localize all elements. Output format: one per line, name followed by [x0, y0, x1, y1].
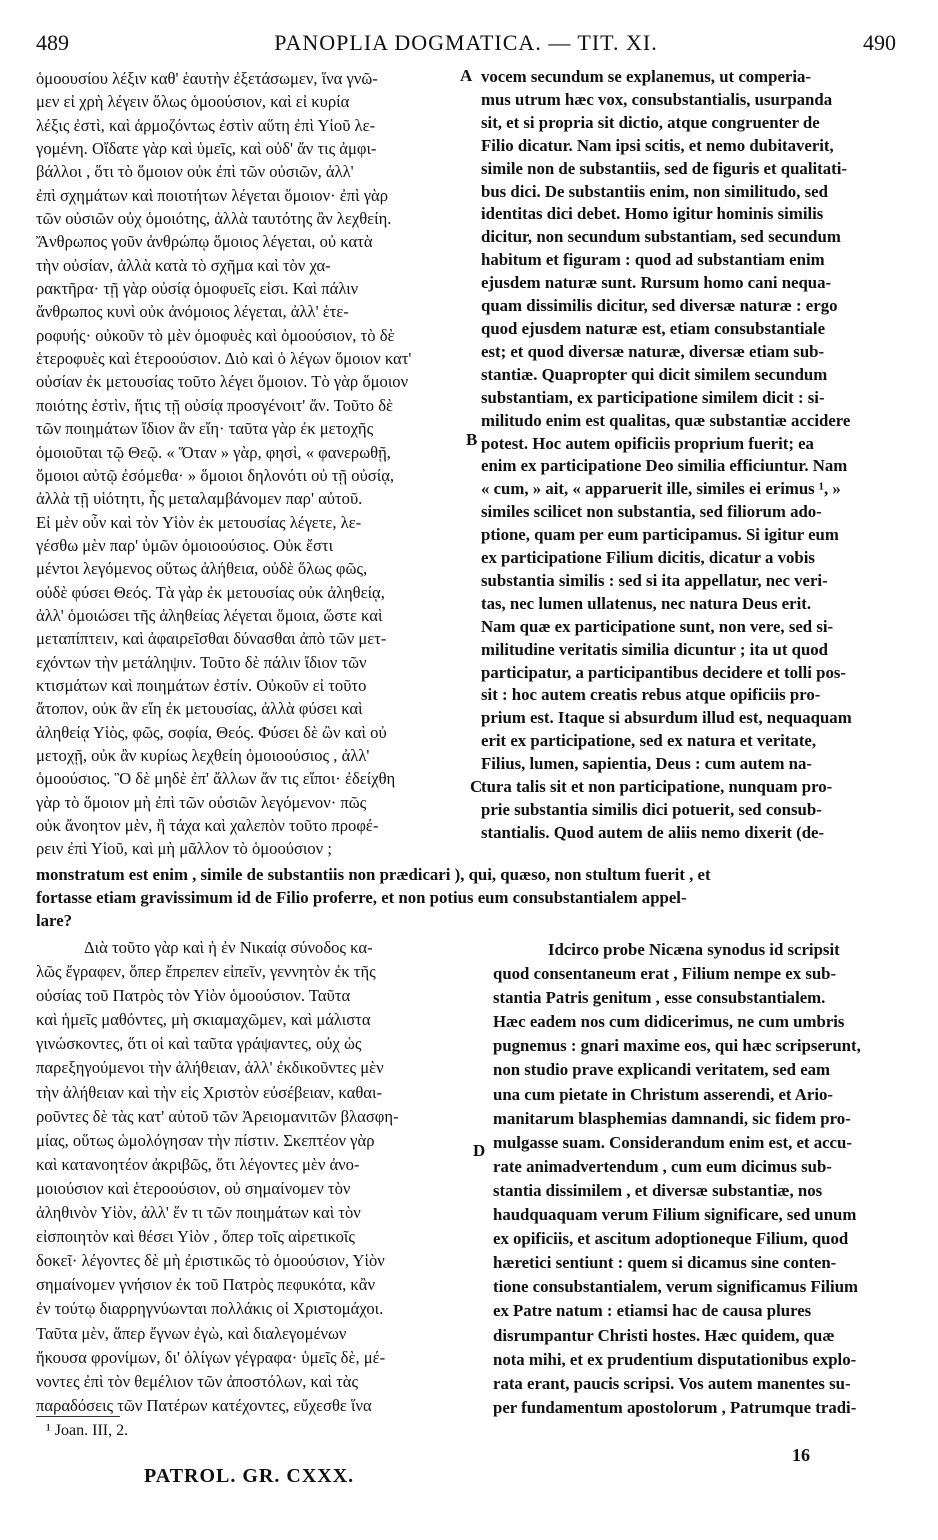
text-line: ροφυής· οὐκοῦν τὸ μὲν ὁμοφυὲς καὶ ὁμοούσιον, τὸ δὲ [36, 325, 395, 345]
text-line: μεταπίπτειν, καὶ ἀφαιρεῖσθαι δύνασθαι ἀπὸ τῶν μετ- [36, 629, 387, 649]
text-line: τὴν οὐσίαν, ἀλλὰ κατὰ τὸ σχῆμα καὶ τὸν χα- [36, 255, 331, 275]
text-line: stantia Patris genitum , esse consubstantialem. [493, 988, 826, 1008]
footnote-rule [36, 1416, 120, 1417]
text-line: γὰρ τὸ ὅμοιον μὴ ἐπὶ τῶν οὐσιῶν λεγόμενον· πῶς [36, 792, 367, 812]
text-line: καὶ κατανοητέον ἀκριβῶς, ὅτι λέγοντες μὲν ἀνο- [36, 1154, 360, 1174]
page-number-left: 489 [36, 30, 69, 55]
text-line: νοντες ἐπὶ τὸν θεμέλιον τῶν ἀποστόλων, καὶ τὰς [36, 1371, 359, 1391]
text-line: « cum, » ait, « apparuerit ille, similes ei erimus ¹, » [481, 479, 841, 499]
text-line: ρακτῆρα· τῇ γὰρ οὐσίᾳ ὁμοφυεῖς εἰσι. Καὶ πάλιν [36, 279, 359, 299]
margin-letter-b: B [466, 430, 478, 449]
text-line: ex participatione Filium dicitis, dicatur a vobis [481, 548, 815, 568]
running-header [36, 30, 896, 60]
text-line: monstratum est enim , simile de substantiis non prædicari ), qui, quæso, non stultum fuerit , et [36, 865, 711, 884]
text-line: simile non de substantiis, sed de figuris et qualitati- [481, 158, 847, 178]
text-line: haudquaquam verum Filium significare, sed unum [493, 1205, 857, 1225]
text-line: ὁμοούσιος. Ὃ δὲ μηδὲ ἐπ' ἄλλων ἄν τις εἴποι· ἐδείχθη [36, 769, 396, 789]
footnote: ¹ Joan. III, 2. [46, 1422, 129, 1439]
text-line: ἤκουσα φρονίμων, δι' ὀλίγων γέγραφα· ὑμεῖς δὲ, μέ- [36, 1347, 386, 1367]
text-line: vocem secundum se explanemus, ut comperia- [481, 67, 812, 86]
text-line: μεν εἰ χρὴ λέγειν ὅλως ὁμοούσιον, καὶ εἰ κυρία [36, 92, 350, 112]
text-line: τῶν ποιημάτων ἴδιον ἂν εἴη· ταῦτα γὰρ ἐκ μετοχῆς [36, 419, 374, 439]
text-line: tione consubstantialem, verum significamus Filium [493, 1277, 859, 1297]
text-line: Idcirco probe Nicæna synodus id scripsit [548, 940, 840, 959]
text-line: ἄτοπον, οὐκ ἂν εἴη ἐκ μετουσίας, ἀλλὰ φύσει καὶ [36, 699, 363, 719]
patrol-signature: PATROL. GR. CXXX. [144, 1465, 355, 1487]
text-line: βάλλοι , ὅτι τὸ ὅμοιον οὐκ ἐπὶ τῶν οὐσιῶν, ἀλλ' [36, 162, 354, 182]
text-line: participatur, a participantibus decidere et tolli pos- [481, 662, 846, 682]
text-line: ex opificiis, et ascitum adoptioneque Filium, quod [493, 1229, 849, 1249]
text-line: τὴν ἀλήθειαν καὶ τὴν εἰς Χριστὸν εὐσέβειαν, καθαι- [36, 1082, 382, 1102]
text-line: Hæc eadem nos cum didicerimus, ne cum umbris [493, 1012, 845, 1032]
text-line: καὶ ἡμεῖς μαθόντες, μὴ σκιαμαχῶμεν, καὶ μάλιστα [36, 1010, 371, 1030]
text-line: γινώσκοντες, ὅτι οἱ καὶ ταῦτα γράψαντες, οὐχ ὡς [36, 1034, 362, 1054]
text-line: Διὰ τοῦτο γὰρ καὶ ἡ ἐν Νικαίᾳ σύνοδος κα- [84, 938, 373, 957]
text-line: dicitur, non secundum substantiam, sed secundum [481, 227, 841, 247]
text-line: Ταῦτα μὲν, ἅπερ ἔγνων ἐγὼ, καὶ διαλεγομένων [36, 1323, 347, 1343]
text-line: hæretici sentiunt : quem si dicamus sine conten- [493, 1253, 837, 1273]
text-line: fortasse etiam gravissimum id de Filio proferre, et non potius eum consubstantialem appel- [36, 888, 687, 907]
text-line: Ἄνθρωπος γοῦν ἀνθρώπῳ ὅμοιος λέγεται, οὐ κατὰ [36, 232, 373, 252]
text-line: ὅμοιοι αὐτῷ ἐσόμεθα· » ὅμοιοι δηλονότι οὐ τῇ οὐσίᾳ, [36, 465, 395, 485]
margin-letter-a: A [460, 66, 473, 85]
text-line: Εἰ μὲν οὖν καὶ τὸν Υἱὸν ἐκ μετουσίας λέγετε, λε- [36, 512, 362, 532]
text-line: stantia dissimilem , et diversæ substantiæ, nos [493, 1180, 823, 1200]
text-line: οὐκ ἄνοητον μὲν, ἢ τάχα καὶ χαλεπὸν τοῦτο προφέ- [36, 816, 379, 835]
text-line: est; et quod diversæ naturæ, diversæ etiam sub- [481, 341, 825, 361]
text-line: quod ejusdem naturæ est, etiam consubstantiale [481, 318, 826, 338]
text-line: quam dissimilis dicitur, sed diversæ naturæ : ergo [481, 296, 838, 316]
gathering-signature: 16 [792, 1445, 810, 1465]
text-line: ρειν ἐπὶ Υἱοῦ, καὶ μὴ μᾶλλον τὸ ὁμοούσιον ; [36, 839, 332, 859]
text-line: οὐδὲ φύσει Θεός. Τὰ γὰρ ἐκ μετουσίας οὐκ ἀληθείᾳ, [36, 582, 385, 602]
text-line: ptione, quam per eum participamus. Si igitur eum [481, 525, 839, 545]
text-line: λέξις ἐστὶ, καὶ ἁρμοζόντως ἐστὶν αὕτη ἐπὶ Υἱοῦ λε- [36, 115, 376, 135]
page-title: PANOPLIA DOGMATICA. — TIT. XI. [274, 30, 658, 55]
text-line: enim ex participatione Deo similia efficiuntur. Nam [481, 456, 848, 476]
text-line: non studio prave explicandi veritatem, sed eam [493, 1060, 831, 1080]
text-line: ejusdem naturæ sunt. Rursum homo cani nequa- [481, 273, 832, 293]
text-line: ἑτεροφυὲς καὶ ἑτεροούσιον. Διὸ καὶ ὁ λέγων ὅμοιον κατ' [36, 349, 412, 369]
text-line: μοιούσιον καὶ ἑτεροούσιον, οὐ σημαίνομεν τὸν [36, 1178, 351, 1198]
text-line: militudo enim est qualitas, quæ substantiæ accidere [481, 410, 851, 430]
page-number-right: 490 [863, 30, 896, 55]
margin-letter-c: C [470, 777, 483, 796]
text-line: ἀληθείᾳ Υἱὸς, φῶς, σοφία, Θεός. Φύσει δὲ ὢν καὶ οὐ [36, 722, 387, 742]
text-line: tas, nec lumen ullatenus, nec natura Deus erit. [481, 593, 812, 613]
text-line: ex Patre natum : etiamsi hac de causa plures [493, 1301, 812, 1321]
text-line: γομένη. Οἴδατε γὰρ καὶ ὑμεῖς, καὶ οὐδ' ἄν τις ἀμφι- [36, 139, 377, 159]
text-line: sit : hoc autem creatis rebus atque opificiis pro- [481, 685, 821, 705]
text-line: prie substantia similis dici potuerit, sed consub- [481, 800, 822, 819]
text-line: ἐπὶ σχημάτων καὶ ποιοτήτων λέγεται ὅμοιον· ἐπὶ γὰρ [36, 185, 389, 205]
text-line: Filius, lumen, sapientia, Deus : cum autem na- [481, 754, 812, 774]
text-line: una cum pietate in Christum asserendi, et Ario- [493, 1084, 833, 1104]
margin-letter-d: D [473, 1141, 486, 1160]
text-line: similes scilicet non substantia, sed filiorum ado- [481, 502, 822, 522]
text-line: εχόντων τὴν μετάληψιν. Τοῦτο δὲ πάλιν ἴδιον τῶν [36, 652, 367, 672]
text-line: ὁμοουσίου λέξιν καθ' ἑαυτὴν ἐξετάσωμεν, ἵνα γνῶ- [36, 69, 378, 88]
text-line: εἰσποιητὸν καὶ θέσει Υἱὸν , ὅπερ τοῖς αἱρετικοῖς [36, 1227, 355, 1247]
full-width-latin [36, 863, 902, 932]
text-line: γέσθω μὲν παρ' ὑμῶν ὁμοιοούσιος. Οὐκ ἔστι [36, 535, 334, 555]
text-line: Nam quæ ex participatione sunt, non vere, sed si- [481, 616, 834, 636]
text-line: bus dici. De substantiis enim, non similitudo, sed [481, 181, 828, 201]
text-line: potest. Hoc autem opificiis proprium fuerit; ea [481, 433, 814, 453]
text-line: μίας, οὕτως ὡμολόγησαν τὴν πίστιν. Σκεπτέον γὰρ [36, 1130, 375, 1150]
text-line: identitas dici debet. Homo igitur hominis similis [481, 204, 824, 224]
text-line: substantia similis : sed si ita appellatur, nec veri- [481, 570, 828, 590]
text-line: παραδόσεις τῶν Πατέρων κατέχοντες, εὔχεσθε ἵνα [36, 1395, 372, 1415]
text-line: prium est. Itaque si absurdum illud est, nequaquam [481, 708, 852, 728]
text-line: militudine veritatis similia dicuntur ; ita ut quod [481, 639, 829, 659]
text-line: mulgasse suam. Considerandum enim est, et accu- [493, 1132, 852, 1152]
text-line: τῶν οὐσιῶν οὐχ ὁμοιότης, ἀλλὰ ταυτότης ἂν λεχθείη. [36, 209, 392, 229]
text-line: λῶς ἔγραφεν, ὅπερ ἔπρεπεν εἰπεῖν, γεννητὸν ἐκ τῆς [36, 962, 376, 982]
greek-column-top [36, 67, 476, 861]
text-line: stantialis. Quod autem de aliis nemo dixerit (de- [481, 822, 825, 842]
text-line: per fundamentum apostolorum , Patrumque tradi- [493, 1397, 857, 1417]
text-line: μετοχῇ, οὐκ ἂν κυρίως λεχθείη ὁμοιοούσιος , ἀλλ' [36, 745, 370, 765]
text-line: οὐσίαν ἐκ μετουσίας τοῦτο λέγει ὅμοιον. Τὸ γὰρ ὅμοιον [36, 372, 409, 392]
text-line: sit, et si propria sit dictio, atque congruenter de [481, 112, 820, 132]
text-line: ἐν τούτῳ διαρρηγνύωνται πολλάκις οἱ Χριστομάχοι. [36, 1299, 384, 1319]
text-line: ἀληθινὸν Υἱὸν, ἀλλ' ἕν τι τῶν ποιημάτων καὶ τὸν [36, 1203, 361, 1223]
text-line: μέντοι λεγόμενος οὕτως ἀλήθεια, οὐδὲ ὅλως φῶς, [36, 559, 368, 579]
text-line: ὁμοιοῦται τῷ Θεῷ. « Ὅταν » γὰρ, φησὶ, « φανερωθῇ, [36, 442, 391, 462]
text-line: ἀλλ' ὁμοιώσει τῆς ἀληθείας λέγεται ὅμοια, ὥστε καὶ [36, 605, 383, 625]
text-line: stantiæ. Quapropter qui dicit similem secundum [481, 364, 828, 384]
text-line: Filio dicatur. Nam ipsi scitis, et nemo dubitaverit, [481, 135, 834, 155]
text-line: habitum et figuram : quod ad substantiam enim [481, 250, 825, 270]
text-line: δοκεῖ· λέγοντες δὲ μὴ ἐριστικῶς τὸ ὁμοούσιον, Υἱὸν [36, 1251, 385, 1271]
text-line: οὐσίας τοῦ Πατρὸς τὸν Υἱὸν ὁμοούσιον. Ταῦτα [36, 986, 351, 1006]
text-line: κτισμάτων καὶ ποιημάτων ἐστίν. Οὐκοῦν εἰ τοῦτο [36, 675, 367, 695]
text-line: ροῦντες δὲ τὰς κατ' αὐτοῦ τῶν Ἀρειομανιτῶν βλασφη- [36, 1106, 399, 1126]
latin-column-bottom [493, 938, 908, 1420]
text-line: tura talis sit et non participatione, nunquam pro- [481, 777, 833, 797]
text-line: substantiam, ex participatione similem dicit : si- [481, 387, 825, 407]
text-line: rata erant, paucis scripsi. Vos autem manentes su- [493, 1373, 851, 1393]
greek-column-bottom [36, 936, 476, 1418]
text-line: lare? [36, 911, 73, 930]
text-line: ἀλλὰ τῇ υἱότητι, ἧς μεταλαμβάνομεν παρ' αὐτοῦ. [36, 489, 363, 509]
text-line: manitarum blasphemias damnandi, sic fidem pro- [493, 1108, 851, 1128]
text-line: rate animadvertendum , cum eum dicimus sub- [493, 1156, 832, 1176]
text-line: nota mihi, et ex prudentium disputationibus explo- [493, 1349, 857, 1369]
text-line: σημαίνομεν γνήσιον ἐκ τοῦ Πατρὸς πεφυκότα, κἂν [36, 1275, 375, 1295]
text-line: ποιότης ἐστὶν, ἥτις τῇ οὐσίᾳ προσγένοιτ' ἄν. Τοῦτο δὲ [36, 395, 394, 415]
text-line: disrumpantur Christi hostes. Hæc quidem, quæ [493, 1325, 835, 1345]
latin-column-top [481, 66, 901, 845]
text-line: παρεξηγούμενοι τὴν ἀλήθειαν, ἀλλ' ἐκδικοῦντες μὲν [36, 1058, 384, 1078]
text-line: ἄνθρωπος κυνὶ οὐκ ἀνόμοιος λέγεται, ἀλλ' ἑτε- [36, 302, 349, 322]
text-line: mus utrum hæc vox, consubstantialis, usurpanda [481, 89, 833, 109]
text-line: pugnemus : gnari maxime eos, qui hæc scripserunt, [493, 1036, 861, 1056]
text-line: erit ex participatione, sed ex natura et veritate, [481, 731, 817, 751]
text-line: quod consentaneum erat , Filium nempe ex sub- [493, 964, 837, 984]
